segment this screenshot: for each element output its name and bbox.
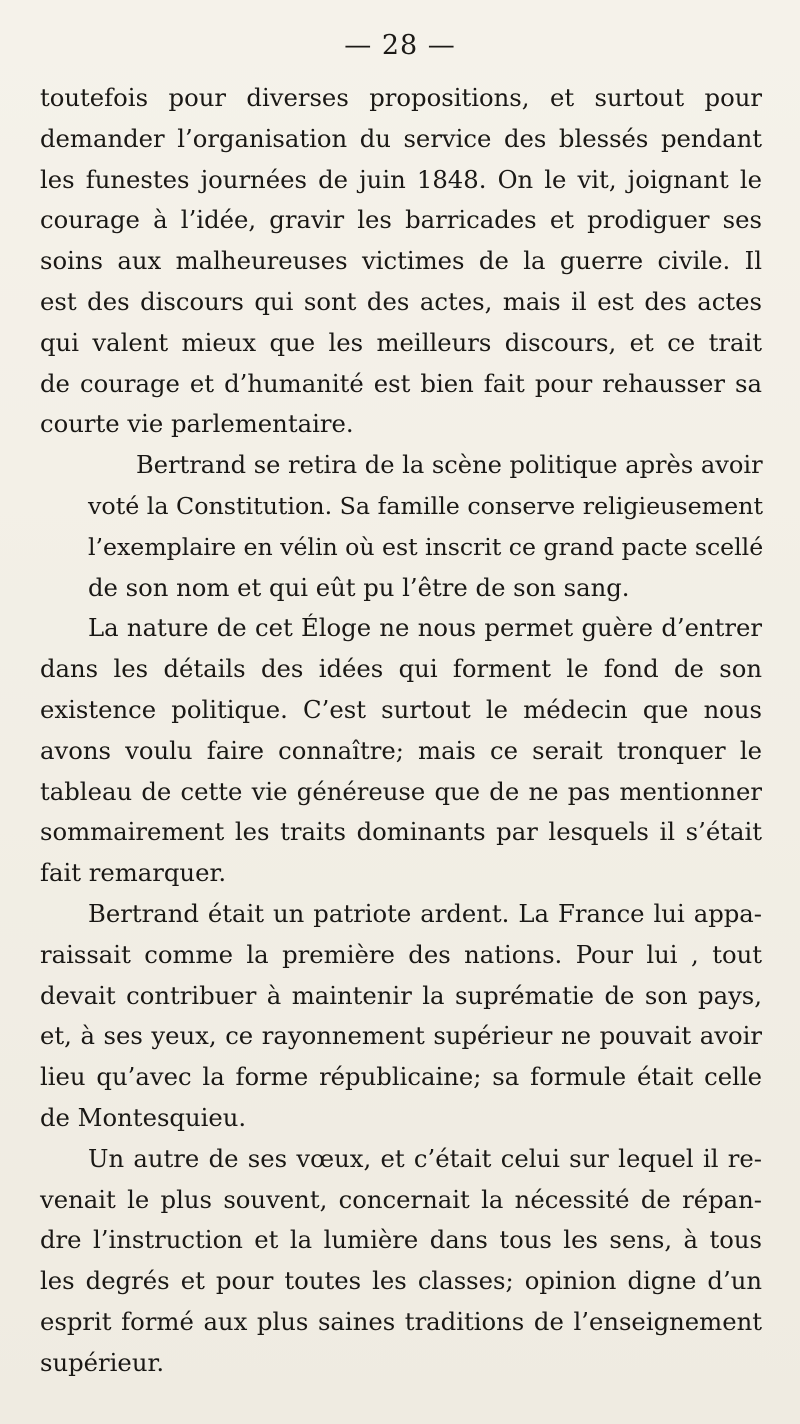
text-line: supérieur. — [40, 1347, 165, 1377]
text-line: existence politique. C’est surtout le médecin que nous — [40, 694, 762, 724]
text-line: Bertrand se retira de la scène politique après avoir — [136, 451, 763, 480]
text-line: dans les détails des idées qui forment le fond de son — [40, 654, 762, 684]
text-line: qui valent mieux que les meilleurs discours, et ce trait — [40, 327, 762, 357]
text-line: raissait comme la première des nations. Pour lui , tout — [40, 939, 762, 969]
text-line: La nature de cet Éloge ne nous permet guère d’entrer — [88, 613, 762, 643]
text-line: lieu qu’avec la forme républicaine; sa formule était celle — [40, 1062, 762, 1092]
paragraph — [40, 78, 762, 445]
text-line: courte vie parlementaire. — [40, 409, 354, 439]
text-line: demander l’organisation du service des blessés pendant — [40, 123, 762, 153]
paragraph — [40, 894, 762, 1139]
text-line: toutefois pour diverses propositions, et surtout pour — [40, 83, 762, 112]
text-line: avons voulu faire connaître; mais ce serait tronquer le — [40, 735, 762, 765]
text-line: sommairement les traits dominants par lesquels il s’était — [40, 817, 762, 847]
paragraph — [40, 608, 762, 894]
text-line: de son nom et qui eût pu l’être de son sang. — [88, 572, 630, 602]
text-line: fait remarquer. — [40, 858, 227, 888]
text-line: dre l’instruction et la lumière dans tous les sens, à tous — [40, 1225, 762, 1255]
page-number: — 28 — — [344, 30, 456, 61]
text-line: esprit formé aux plus saines traditions de l’enseignement — [40, 1306, 762, 1336]
text-line: est des discours qui sont des actes, mais il est des actes — [40, 286, 762, 316]
paragraph — [40, 1139, 762, 1384]
text-line: de Montesquieu. — [40, 1102, 247, 1132]
text-line: soins aux malheureuses victimes de la guerre civile. Il — [40, 246, 762, 276]
text-line: et, à ses yeux, ce rayonnement supérieur ne pouvait avoir — [40, 1021, 762, 1051]
text-line: Un autre de ses vœux, et c’était celui sur lequel il re- — [88, 1143, 762, 1173]
paragraph — [40, 445, 762, 608]
body-text — [40, 78, 762, 1384]
text-line: les degrés et pour toutes les classes; opinion digne d’un — [40, 1266, 762, 1296]
text-line: courage à l’idée, gravir les barricades et prodiguer ses — [40, 205, 762, 235]
text-line: devait contribuer à maintenir la suprématie de son pays, — [40, 980, 762, 1010]
text-line: voté la Constitution. Sa famille conserve religieusement — [88, 491, 763, 520]
text-line: les funestes journées de juin 1848. On le vit, joignant le — [40, 164, 762, 194]
text-line: venait le plus souvent, concernait la nécessité de répan- — [40, 1184, 762, 1214]
text-line: Bertrand était un patriote ardent. La France lui appa- — [88, 898, 762, 928]
text-line: de courage et d’humanité est bien fait pour rehausser sa — [40, 368, 762, 398]
text-line: l’exemplaire en vélin où est inscrit ce grand pacte scellé — [88, 532, 764, 561]
text-line: tableau de cette vie généreuse que de ne pas mentionner — [40, 776, 762, 806]
